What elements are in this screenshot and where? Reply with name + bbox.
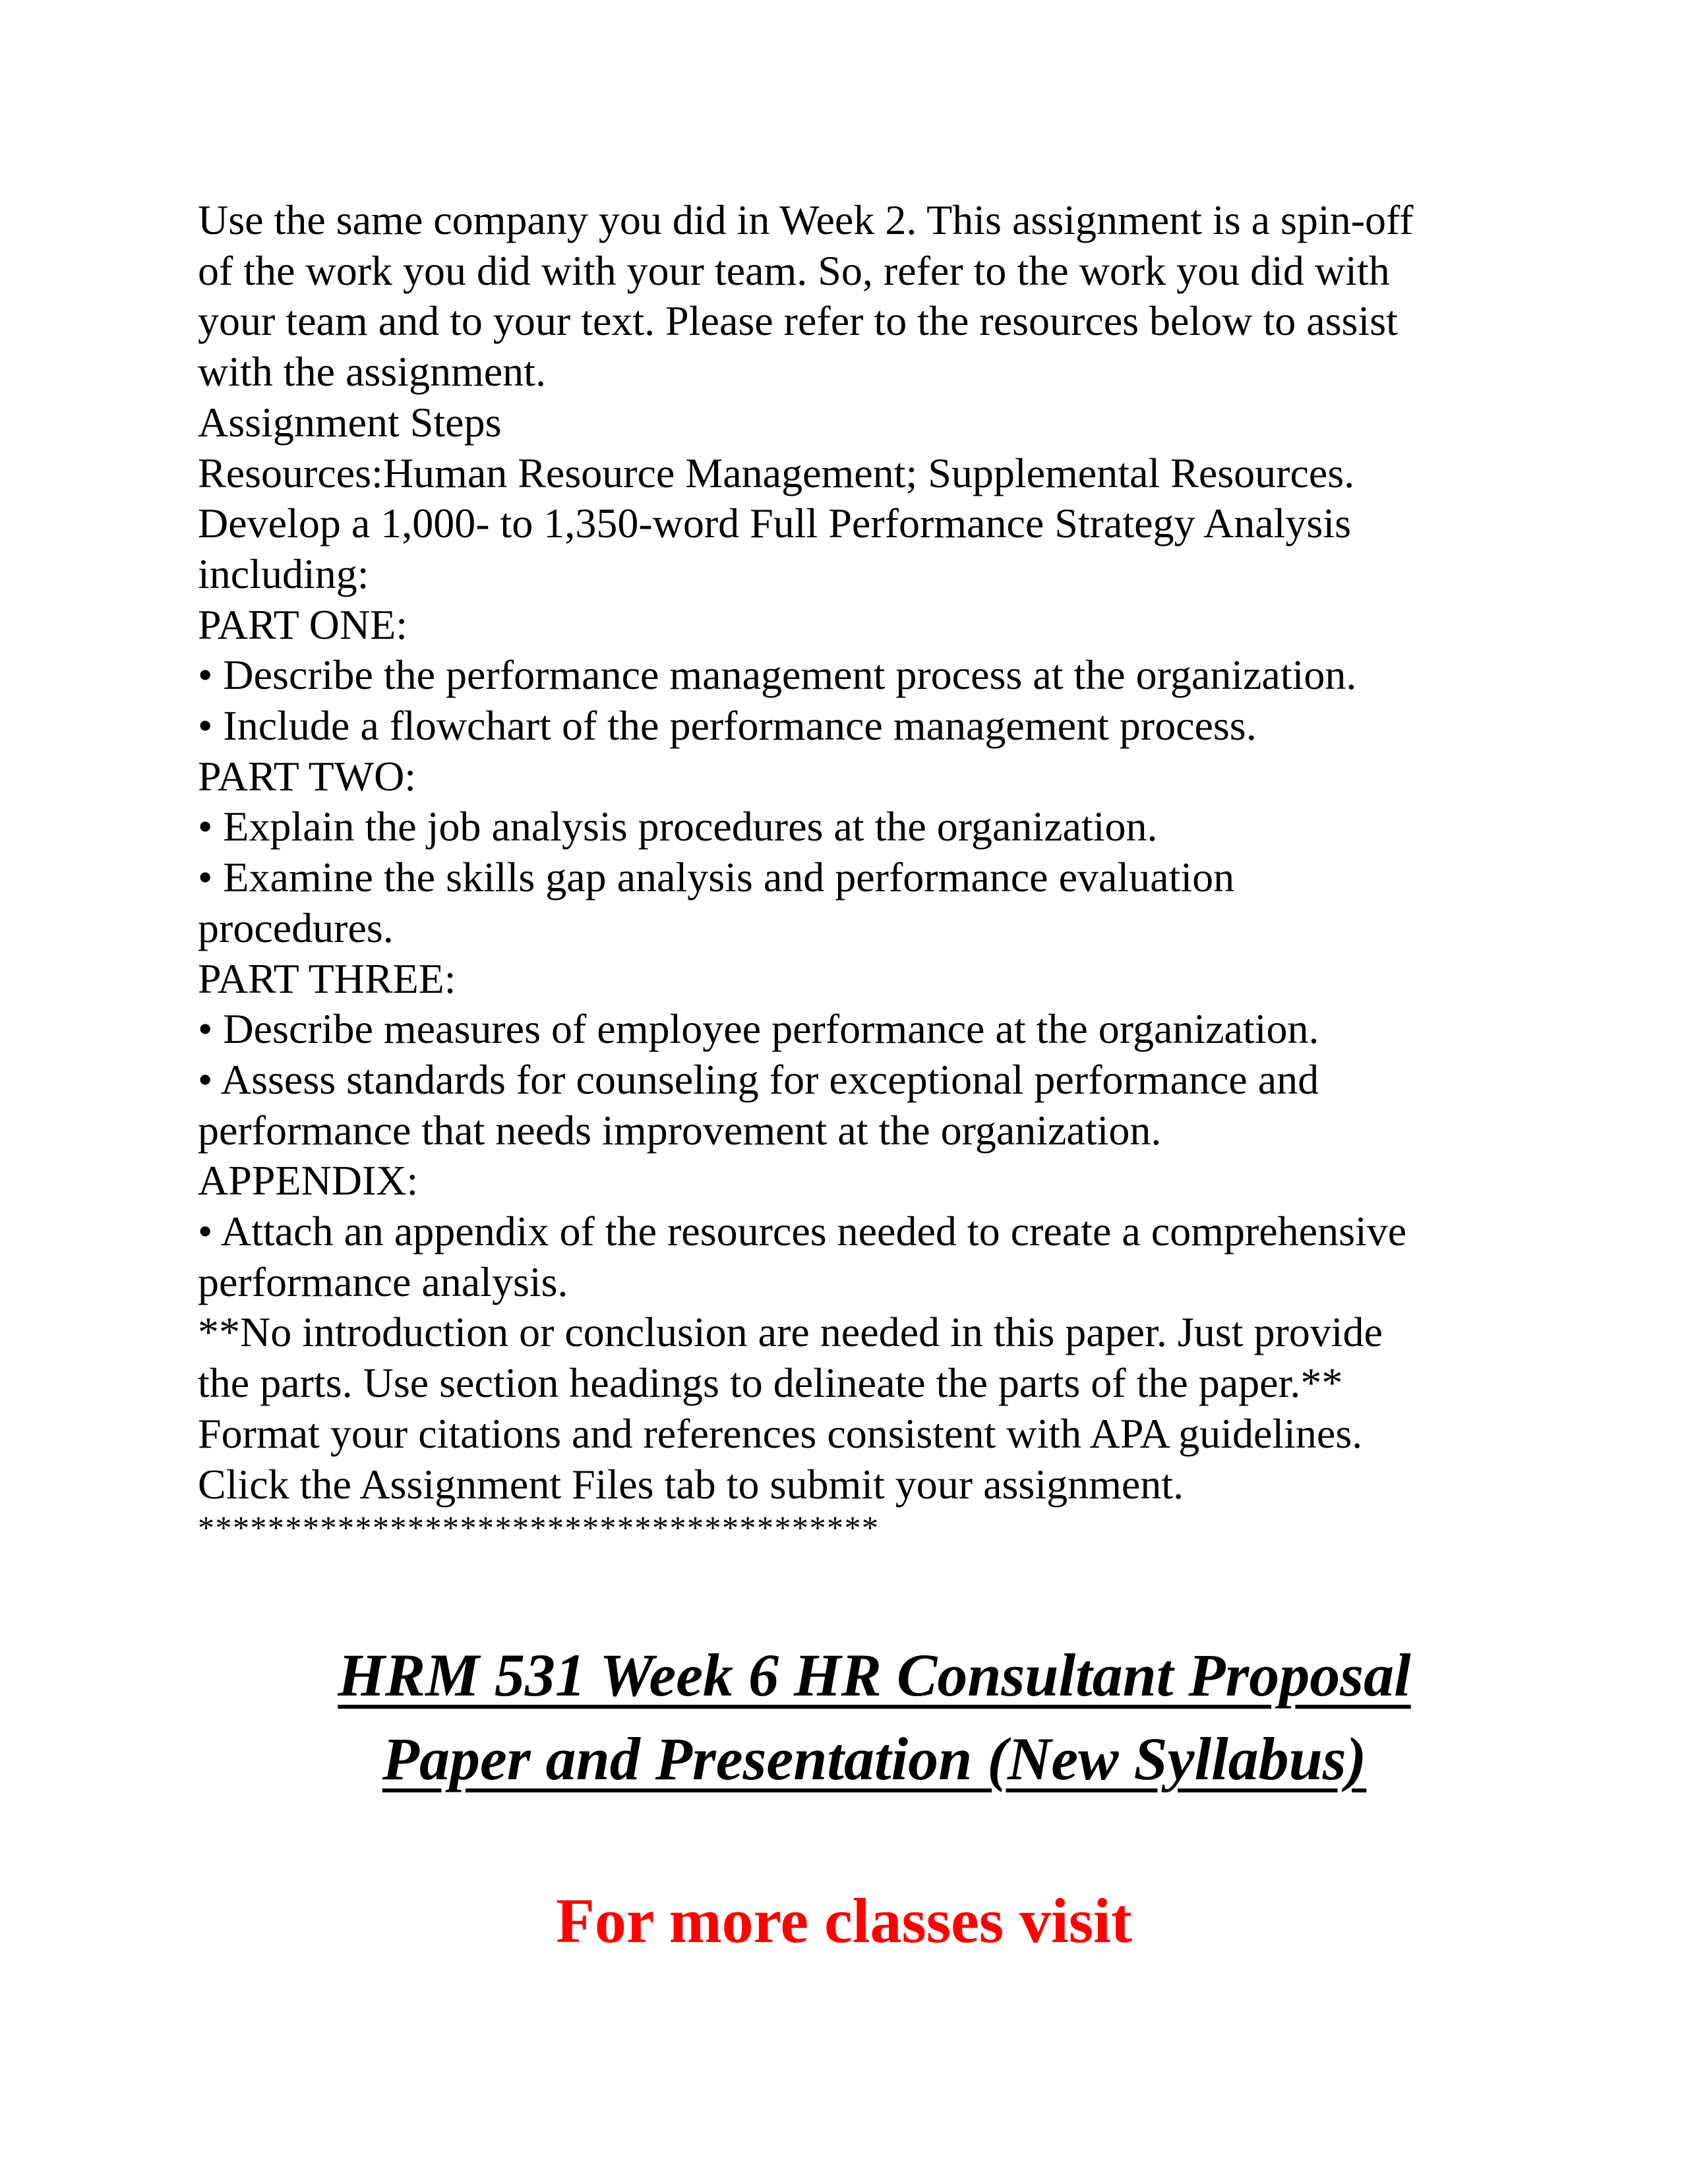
section-label-part-two: PART TWO:: [198, 752, 417, 800]
promo-text: For more classes visit: [556, 1885, 1132, 1956]
body-line: of the work you did with your team. So, refer to the work you did with: [198, 247, 1390, 294]
title-heading-line-2: [0, 1650, 1688, 1868]
asterisk-separator: ***************************************: [198, 1509, 880, 1546]
body-line: your team and to your text. Please refer to the resources below to assist: [198, 297, 1398, 345]
body-line: performance that needs improvement at the organization.: [198, 1106, 1162, 1154]
section-label-part-one: PART ONE:: [198, 601, 408, 648]
bullet-item: • Describe measures of employee performance at the organization.: [198, 1005, 1319, 1053]
note-line: **No introduction or conclusion are needed in this paper. Just provide: [198, 1309, 1383, 1356]
body-line: Format your citations and references consistent with APA guidelines.: [198, 1409, 1363, 1457]
body-line: Resources:Human Resource Management; Supplemental Resources.: [198, 449, 1355, 496]
bullet-item: • Assess standards for counseling for exceptional performance and: [198, 1055, 1319, 1103]
body-line: with the assignment.: [198, 348, 546, 396]
title-heading-text-2: Paper and Presentation (New Syllabus): [382, 1725, 1367, 1792]
section-label-appendix: APPENDIX:: [198, 1157, 419, 1204]
section-label-part-three: PART THREE:: [198, 955, 456, 1002]
bullet-item: • Examine the skills gap analysis and performance evaluation: [198, 854, 1235, 901]
body-line: performance analysis.: [198, 1258, 568, 1305]
body-line: Use the same company you did in Week 2. This assignment is a spin-off: [198, 196, 1414, 243]
title-heading-text-1: HRM 531 Week 6 HR Consultant Proposal: [338, 1641, 1411, 1709]
body-line: procedures.: [198, 904, 394, 951]
bullet-item: • Explain the job analysis procedures at the organization.: [198, 803, 1158, 850]
assignment-body: [198, 195, 1517, 1510]
bullet-item: • Describe the performance management process at the organization.: [198, 651, 1357, 699]
note-line: the parts. Use section headings to delineate the parts of the paper.**: [198, 1359, 1343, 1407]
bullet-item: • Attach an appendix of the resources needed to create a comprehensive: [198, 1208, 1407, 1255]
body-line: Develop a 1,000- to 1,350-word Full Performance Strategy Analysis: [198, 500, 1351, 547]
body-line: Assignment Steps: [198, 398, 502, 446]
bullet-item: • Include a flowchart of the performance management process.: [198, 702, 1257, 750]
body-line: Click the Assignment Files tab to submit your assignment.: [198, 1460, 1184, 1508]
body-line: including:: [198, 550, 369, 597]
